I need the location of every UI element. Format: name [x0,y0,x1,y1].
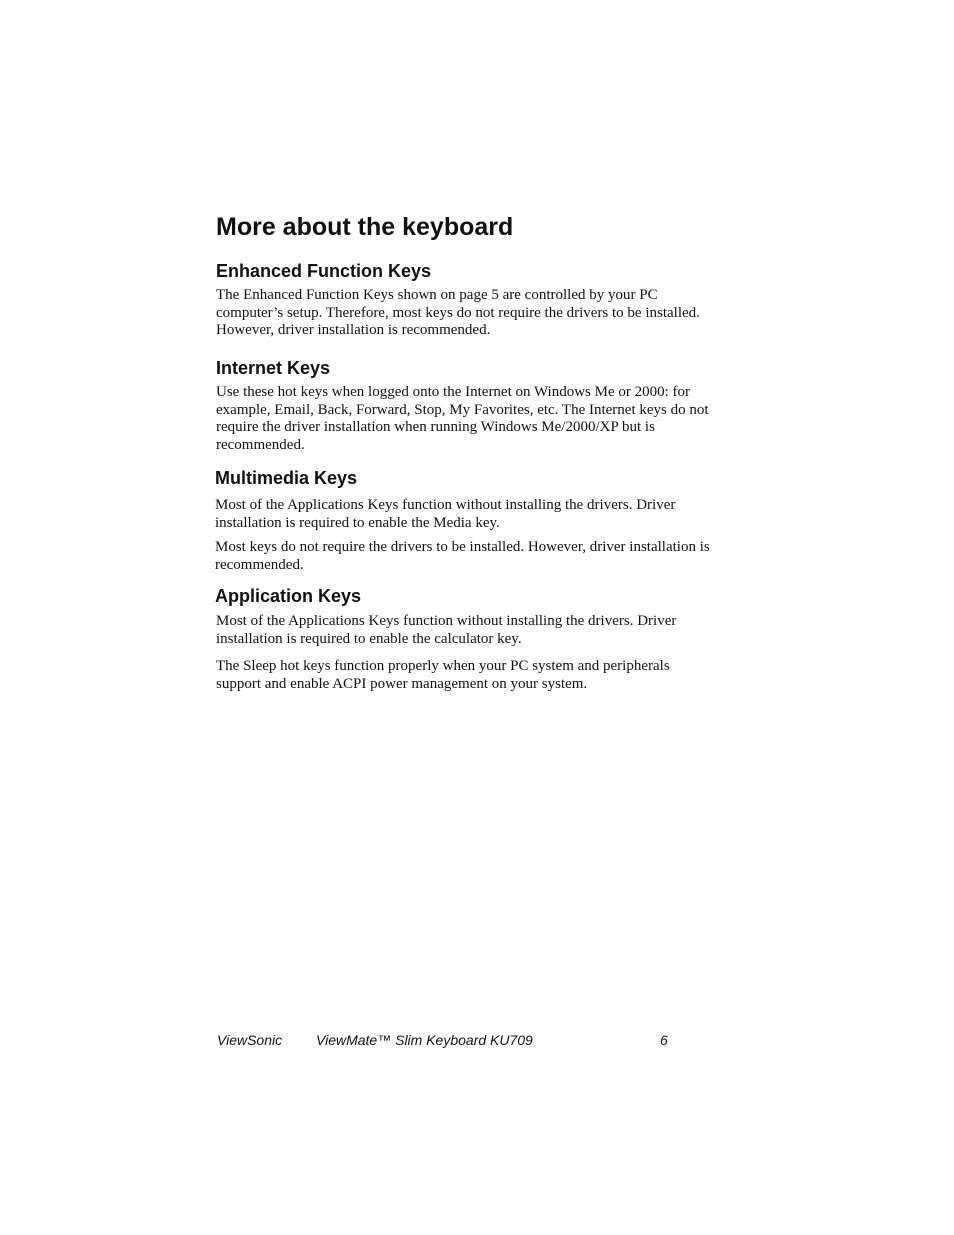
footer-product-name: ViewMate™ Slim Keyboard KU709 [316,1032,533,1048]
footer-brand: ViewSonic [217,1032,283,1048]
footer-page-number: 6 [660,1032,668,1048]
section-heading-internet-keys: Internet Keys [216,358,331,378]
section-heading-multimedia-keys: Multimedia Keys [215,468,358,488]
section-paragraph: The Sleep hot keys function properly when your PC system and peripherals support and enable ACPI power management on your system. [216,658,670,692]
section-paragraph: The Enhanced Function Keys shown on page 5 are controlled by your PC computer’s setup. Therefore, most keys do not require the drivers to be installed. However, driver installation is recommended. [216,287,700,338]
section-paragraph: Most of the Applications Keys function without installing the drivers. Driver installation is required to enable the Media key. [215,497,676,531]
section-paragraph: Most keys do not require the drivers to be installed. However, driver installation is recommended. [215,539,710,573]
section-heading-application-keys: Application Keys [215,586,362,606]
section-paragraph: Use these hot keys when logged onto the Internet on Windows Me or 2000: for example, Email, Back, Forward, Stop, My Favorites, etc. The Internet keys do not require the driver installation when running Windows Me/2000/XP but is recommended. [216,384,709,453]
section-heading-enhanced-function-keys: Enhanced Function Keys [216,261,432,281]
page-title: More about the keyboard [216,213,514,241]
section-paragraph: Most of the Applications Keys function without installing the drivers. Driver installation is required to enable the calculator key. [216,613,677,647]
